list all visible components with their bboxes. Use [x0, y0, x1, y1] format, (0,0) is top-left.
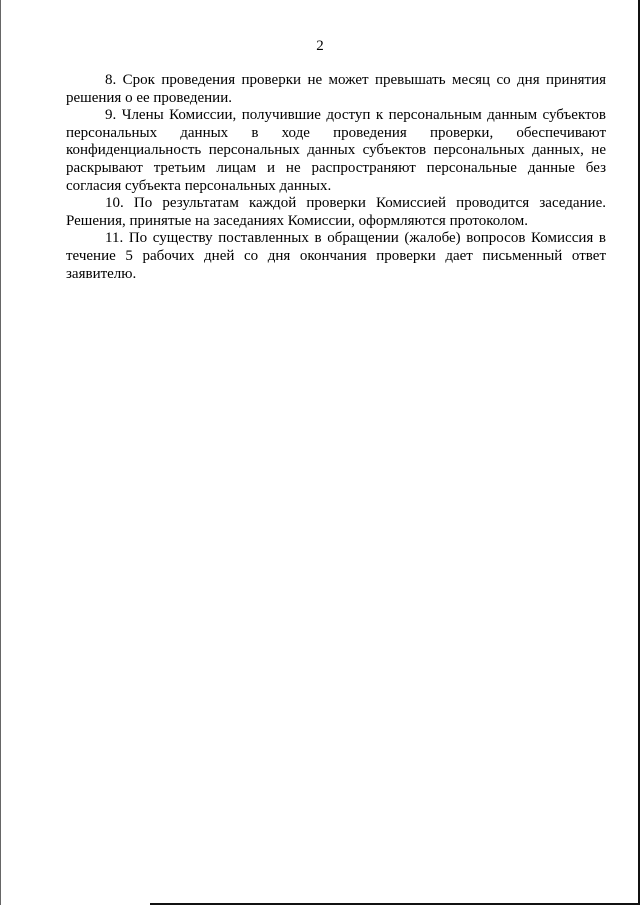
paragraph-9: 9. Члены Комиссии, получившие доступ к персональным данным субъектов персональных данных в ходе проведения проверки, обеспечивают конфиденциальность персональных данных субъектов персональных данных, не раскрывают третьим лицам и не распространяют персональные данные без согласия субъекта персональных данных. [66, 107, 606, 194]
paragraph-8: 8. Срок проведения проверки не может превышать месяц со дня принятия решения о ее проведении. [66, 72, 606, 106]
page-number: 2 [316, 38, 324, 54]
scan-edge-left [0, 0, 1, 905]
paragraph-10: 10. По результатам каждой проверки Комиссией проводится заседание. Решения, принятые на заседаниях Комиссии, оформляются протоколом. [66, 195, 606, 229]
document-body [66, 72, 606, 283]
paragraph-11: 11. По существу поставленных в обращении (жалобе) вопросов Комиссия в течение 5 рабочих дней со дня окончания проверки дает письменный ответ заявителю. [66, 230, 606, 282]
